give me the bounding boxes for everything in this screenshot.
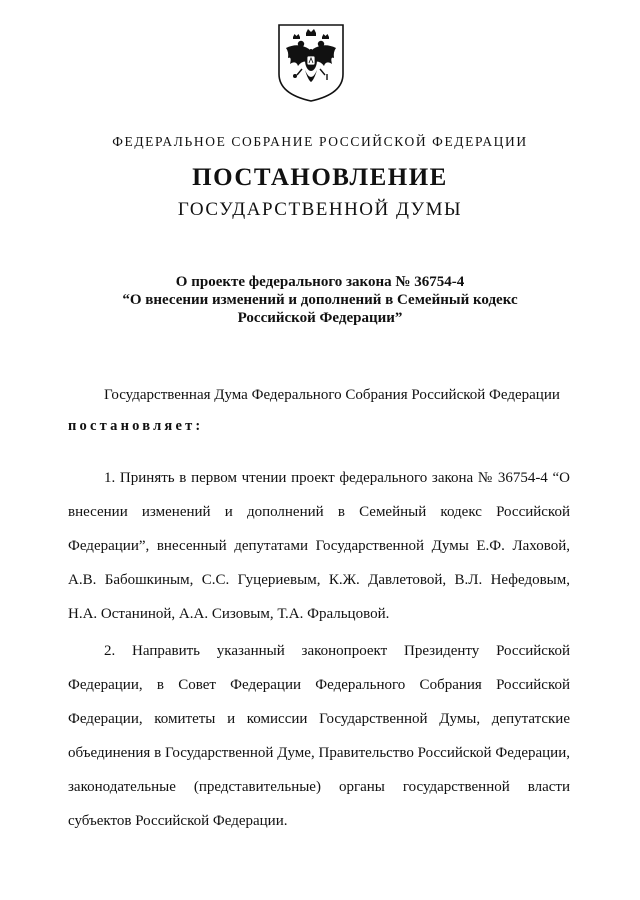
- federal-assembly-heading: ФЕДЕРАЛЬНОЕ СОБРАНИЕ РОССИЙСКОЙ ФЕДЕРАЦИИ: [112, 134, 528, 149]
- title-line-1: О проекте федерального закона № 36754-4: [175, 274, 465, 290]
- title-line-3: Российской Федерации”: [237, 310, 403, 326]
- preamble-paragraph: Государственная Дума Федерального Собрания Российской Федерации: [104, 387, 560, 403]
- title-line-2: “О внесении изменений и дополнений в Семейный кодекс: [122, 292, 518, 308]
- russian-coat-of-arms-icon: [276, 22, 346, 104]
- decree-word: постановляет:: [68, 418, 204, 434]
- resolution-item-2: 2. Направить указанный законопроект Президенту Российской Федерации, в Совет Федерации Федерального Собрания Российской Федерации, комитеты и комиссии Государственной Думы, депутатские объединения в Государственной Думе, Правительство Российской Федерации, законодательные (представительные) органы государственной власти субъектов Российской Федерации.: [68, 643, 570, 829]
- issuer-heading: ГОСУДАРСТВЕННОЙ ДУМЫ: [177, 199, 463, 220]
- document-type-heading: ПОСТАНОВЛЕНИЕ: [192, 164, 448, 191]
- resolution-item-1: 1. Принять в первом чтении проект федерального закона № 36754-4 “О внесении изменений и дополнений в Семейный кодекс Российской Федерации”, внесенный депутатами Государственной Думы Е.Ф. Лаховой, А.В. Бабошкиным, С.С. Гуцериевым, К.Ж. Давлетовой, В.Л. Нефедовым, Н.А. Останиной, А.А. Сизовым, Т.А. Фральцовой.: [68, 470, 570, 622]
- document-title: [0, 273, 640, 327]
